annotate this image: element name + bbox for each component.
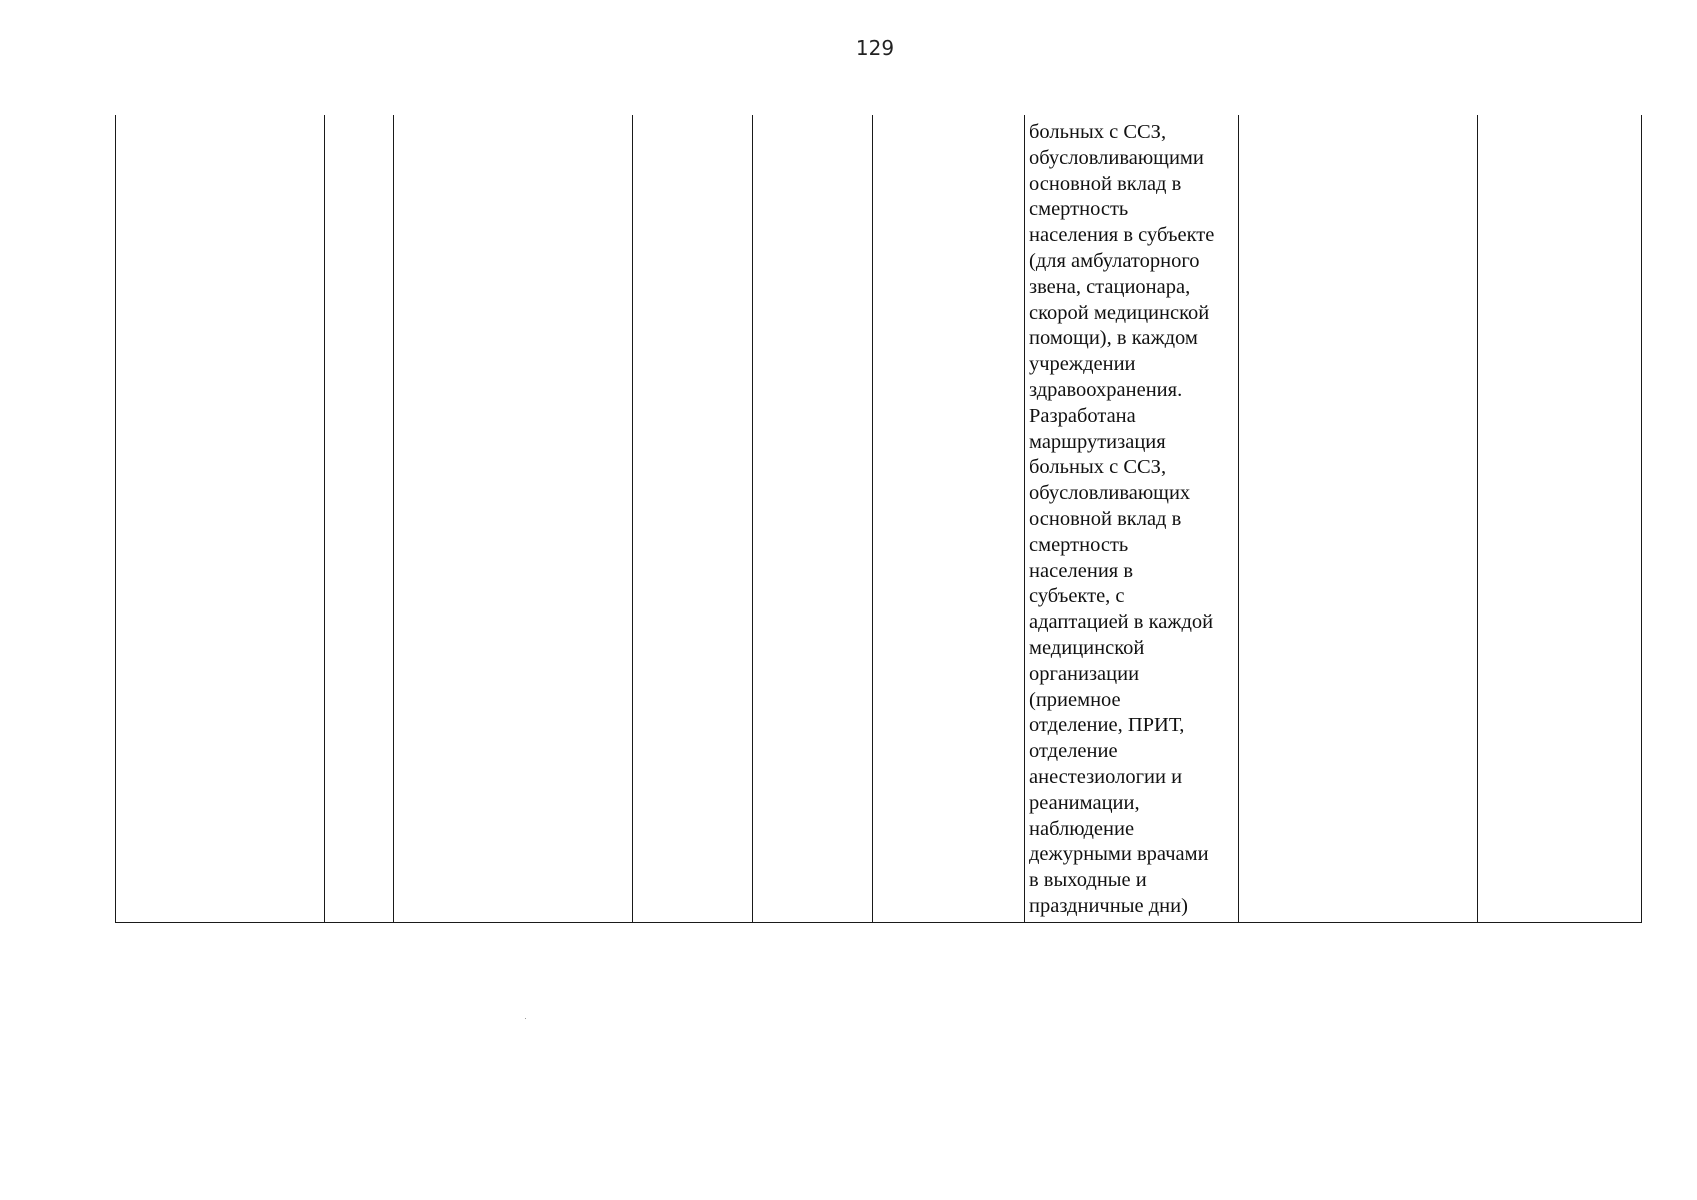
table-cell-line: смертность: [1029, 533, 1129, 556]
table-cell-line: (приемное: [1029, 688, 1121, 711]
table-cell-line: больных с ССЗ,: [1029, 456, 1167, 479]
table-column-border: [1024, 115, 1025, 923]
table-bottom-border: [115, 922, 1641, 923]
table-cell-line: основной вклад в: [1029, 172, 1182, 195]
table-cell-line: субъекте, с: [1029, 585, 1125, 608]
table-cell-line: населения в: [1029, 559, 1134, 582]
scan-speck: [525, 1018, 526, 1019]
table-cell-line: реанимации,: [1029, 791, 1140, 814]
table-column-border: [115, 115, 116, 923]
table-column-border: [752, 115, 753, 923]
table-cell-line: дежурными врачами: [1029, 843, 1209, 866]
table-cell-line: наблюдение: [1029, 817, 1135, 840]
table-column-border: [1477, 115, 1478, 923]
table-cell-line: анестезиологии и: [1029, 765, 1183, 788]
table-cell-line: отделение, ПРИТ,: [1029, 714, 1185, 737]
table-column-border: [1238, 115, 1239, 923]
table-column-border: [872, 115, 873, 923]
table-cell-line: населения в субъекте: [1029, 224, 1215, 247]
table-column-border: [324, 115, 325, 923]
page-number: 129: [855, 36, 895, 60]
table-cell-line: праздничные дни): [1029, 894, 1188, 917]
table-cell-line: адаптацией в каждой: [1029, 611, 1214, 634]
table-cell-line: здравоохранения.: [1029, 378, 1183, 401]
table-column-border: [1641, 115, 1642, 923]
table-cell-line: скорой медицинской: [1029, 301, 1210, 324]
table-cell-measures-text: [1029, 120, 1237, 920]
table-cell-line: помощи), в каждом: [1029, 327, 1198, 350]
table-cell-line: маршрутизация: [1029, 430, 1166, 453]
table-cell-line: обусловливающих: [1029, 482, 1191, 505]
table-cell-line: обусловливающими: [1029, 146, 1204, 169]
table-cell-line: в выходные и: [1029, 869, 1147, 892]
table-cell-line: учреждении: [1029, 353, 1136, 376]
table-cell-line: смертность: [1029, 198, 1129, 221]
table-column-border: [632, 115, 633, 923]
table-cell-line: основной вклад в: [1029, 507, 1182, 530]
table-cell-line: медицинской: [1029, 636, 1145, 659]
table-column-border: [393, 115, 394, 923]
table-cell-line: Разработана: [1029, 404, 1136, 427]
table-cell-line: организации: [1029, 662, 1140, 685]
table-cell-line: звена, стационара,: [1029, 275, 1191, 298]
table-cell-line: (для амбулаторного: [1029, 249, 1200, 272]
table-cell-line: больных с ССЗ,: [1029, 121, 1167, 143]
table-cell-line: отделение: [1029, 740, 1118, 763]
